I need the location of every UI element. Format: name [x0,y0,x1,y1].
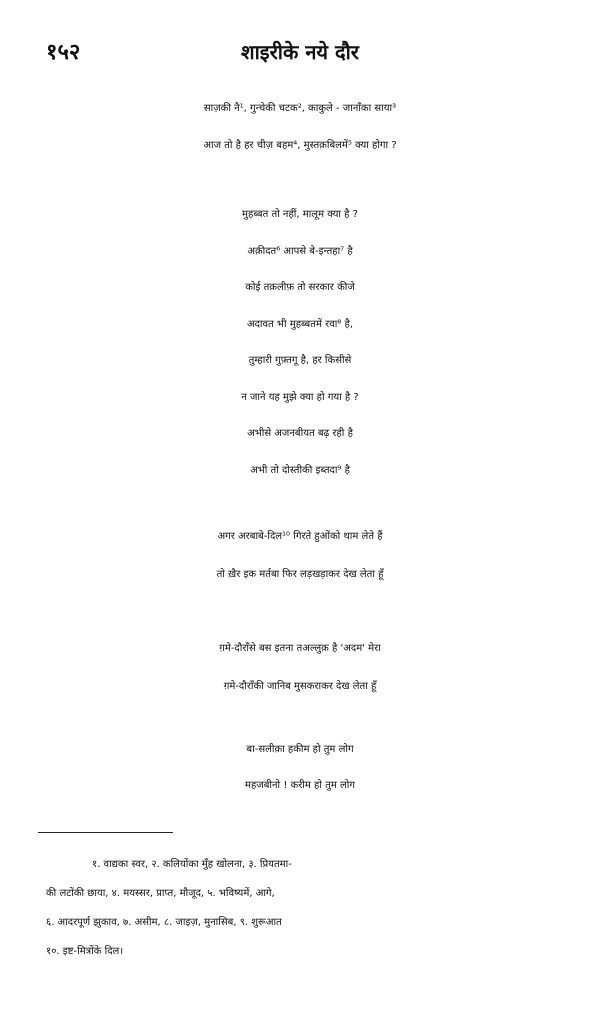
stanza-4 [0,630,600,706]
stanza-2 [0,197,600,489]
footnote-line: १०. इष्ट-मित्रोंके दिल। [46,946,124,957]
footnote-line: ६. आदरपूर्ण झुकाव, ७. असीम, ८. जाइज़, मुनासिब, ९. शुरूआत [46,917,282,928]
verse-line: बा-सलीक़ा हकीम हो तुम लोग [246,744,354,755]
verse-line: अक़ीदत⁶ आपसे बे-इन्तहा⁷ है [247,245,353,257]
verse-line: अभी तो दोस्तीकी इब्तदा⁹ है [250,464,350,476]
verse-line: अभीसे अजनबीयत बढ़ रही है [247,428,353,439]
footnote-line: की लटोंकी छाया, ४. मयस्सर, प्राप्त, मौजूद, ५. भविष्यमें, आगे, [46,888,275,899]
verse-line: महजबीनो ! करीम हो तुम लोग [245,779,355,791]
stanza-1 [0,90,600,164]
verse-line: न जाने यह मुझे क्या हो गया है ? [241,391,359,403]
verse-line: अदावत भी मुहब्बतमें रवा⁸ है, [246,318,354,330]
footnote-divider [38,832,173,833]
verse-line: ग़मे-दौराँसे बस इतना तअल्लुक़ है 'अदम' मेरा [219,643,381,654]
verse-line: ग़मे-दौराँकी जानिब मुसकराकर देख लेता हूँ [223,681,377,692]
footnote-line: १. वाद्यका स्वर, २. कलियोंका मुँह खोलना, ३. प्रियतमा- [92,859,292,870]
stanza-5 [0,732,600,803]
running-title: शाइरीके नये दौर [241,40,359,64]
verse-line: तुम्हारी गुफ़्तगू है, हर किसीसे [248,355,352,366]
verse-line: मुहब्बत तो नहीं, मालूम क्या है ? [242,209,358,220]
verse-line: अगर अरबाबे-दिल¹⁰ गिरते हुओंको थाम लेते हैं [217,531,383,542]
footnotes [46,850,560,966]
page-number: १५२ [46,40,81,65]
verse-line: आज तो है हर चीज़ बहम⁴, मुस्तक़बिलमें⁵ क्या होगा ? [203,140,397,151]
page-header [46,36,554,76]
stanza-3 [0,518,600,594]
verse-line: तो ख़ैर इक मर्तबा फिर लड़खड़ाकर देख लेता हूँ [216,569,384,580]
verse-line: कोई तक़लीफ़ तो सरकार कीजे [245,282,355,293]
verse-line: साज़की नै¹, गुन्चेकी चटक², काकुले - जानाँका साया³ [203,103,397,114]
